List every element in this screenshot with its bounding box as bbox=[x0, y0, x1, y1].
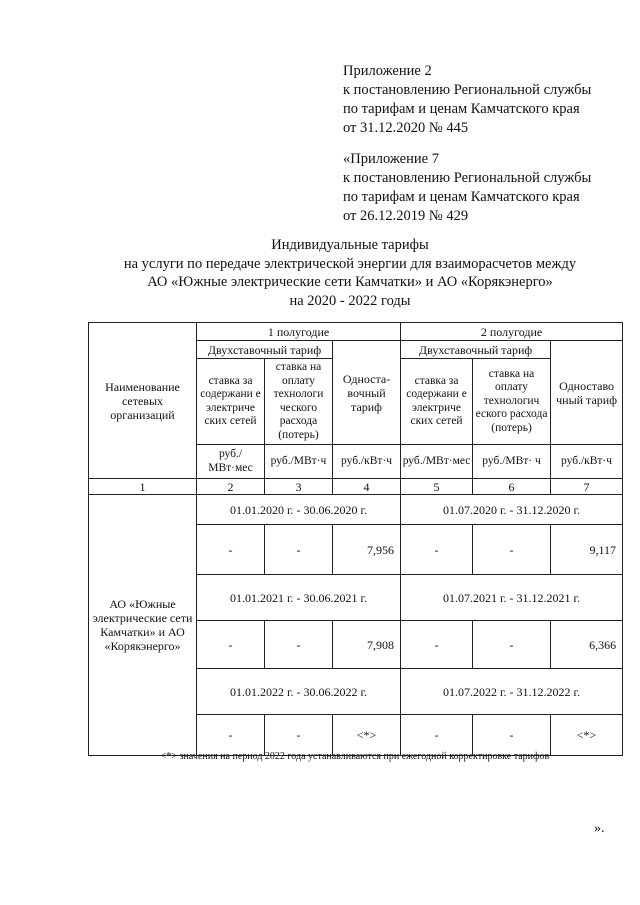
tariff-value: 6,366 bbox=[551, 621, 623, 669]
title-line: на 2020 - 2022 годы bbox=[289, 292, 411, 309]
tariff-value: - bbox=[473, 715, 551, 756]
column-number: 4 bbox=[333, 479, 401, 495]
title-line: на услуги по передаче электрической энергии для взаиморасчетов между bbox=[123, 255, 577, 272]
column-number: 7 bbox=[551, 479, 623, 495]
tariff-value: - bbox=[197, 715, 265, 756]
annex-line: по тарифам и ценам Камчатского края bbox=[343, 189, 580, 205]
header-loss-rate-1: ставка на оплату технологи ческого расхода (потерь) bbox=[265, 359, 333, 445]
annex-line: от 31.12.2020 № 445 bbox=[343, 120, 469, 136]
header-unit: руб./кВт·ч bbox=[551, 445, 623, 479]
tariff-value: - bbox=[401, 525, 473, 575]
title-line: Индивидуальные тарифы bbox=[271, 237, 429, 253]
tariff-value: - bbox=[265, 525, 333, 575]
tariff-table bbox=[88, 322, 623, 756]
period-h1: 01.01.2022 г. - 30.06.2022 г. bbox=[197, 669, 401, 715]
period-h1: 01.01.2020 г. - 30.06.2020 г. bbox=[197, 495, 401, 525]
tariff-value: - bbox=[265, 715, 333, 756]
period-h2: 01.07.2022 г. - 31.12.2022 г. bbox=[401, 669, 623, 715]
column-number: 2 bbox=[197, 479, 265, 495]
header-unit: руб./МВт·мес bbox=[197, 445, 265, 479]
annex-line: Приложение 2 bbox=[343, 63, 432, 79]
tariff-value: <*> bbox=[333, 715, 401, 756]
column-number: 3 bbox=[265, 479, 333, 495]
annex-reference-original bbox=[343, 150, 591, 226]
header-maintenance-rate-2: ставка за содержани е электриче ских сетей bbox=[401, 359, 473, 445]
header-unit: руб./кВт·ч bbox=[333, 445, 401, 479]
tariff-value: - bbox=[401, 715, 473, 756]
organization-name: АО «Южные электрические сети Камчатки» и АО «Корякэнерго» bbox=[89, 495, 197, 756]
header-maintenance-rate-1: ставка за содержани е электриче ских сетей bbox=[197, 359, 265, 445]
tariff-value: - bbox=[473, 525, 551, 575]
tariff-value: 7,956 bbox=[333, 525, 401, 575]
header-unit: руб./МВт·мес bbox=[401, 445, 473, 479]
period-h1: 01.01.2021 г. - 30.06.2021 г. bbox=[197, 575, 401, 621]
header-loss-rate-2: ставка на оплату технологич еского расхода (потерь) bbox=[473, 359, 551, 445]
tariff-value: <*> bbox=[551, 715, 623, 756]
tariff-value: 9,117 bbox=[551, 525, 623, 575]
annex-line: к постановлению Региональной службы bbox=[343, 170, 592, 186]
header-unit: руб./МВт·ч bbox=[265, 445, 333, 479]
header-two-rate-tariff-1: Двухставочный тариф bbox=[197, 341, 333, 359]
tariff-value: - bbox=[473, 621, 551, 669]
header-unit: руб./МВт· ч bbox=[473, 445, 551, 479]
tariff-value: - bbox=[197, 525, 265, 575]
period-h2: 01.07.2020 г. - 31.12.2020 г. bbox=[401, 495, 623, 525]
annex-reference-current bbox=[343, 62, 591, 138]
tariff-value: - bbox=[197, 621, 265, 669]
column-number: 5 bbox=[401, 479, 473, 495]
document-title bbox=[80, 236, 620, 310]
annex-line: к постановлению Региональной службы bbox=[343, 82, 592, 98]
column-number: 6 bbox=[473, 479, 551, 495]
annex-line: «Приложение 7 bbox=[343, 151, 439, 167]
tariff-value: 7,908 bbox=[333, 621, 401, 669]
header-two-rate-tariff-2: Двухставочный тариф bbox=[401, 341, 551, 359]
column-number: 1 bbox=[89, 479, 197, 495]
header-single-rate-tariff-2: Одноставо чный тариф bbox=[551, 341, 623, 445]
header-half-year-1: 1 полугодие bbox=[197, 323, 401, 341]
header-single-rate-tariff-1: Односта- вочный тариф bbox=[333, 341, 401, 445]
footnote: <*> значения на период 2022 года устанавливаются при ежегодной корректировке тарифов bbox=[160, 751, 550, 762]
annex-line: по тарифам и ценам Камчатского края bbox=[343, 101, 580, 117]
tariff-value: - bbox=[265, 621, 333, 669]
tariff-value: - bbox=[401, 621, 473, 669]
title-line: АО «Южные электрические сети Камчатки» и АО «Корякэнерго» bbox=[147, 274, 553, 290]
closing-quote: ». bbox=[594, 821, 605, 836]
header-half-year-2: 2 полугодие bbox=[401, 323, 623, 341]
period-h2: 01.07.2021 г. - 31.12.2021 г. bbox=[401, 575, 623, 621]
header-organization: Наименование сетевых организаций bbox=[89, 323, 197, 479]
annex-line: от 26.12.2019 № 429 bbox=[343, 208, 469, 224]
